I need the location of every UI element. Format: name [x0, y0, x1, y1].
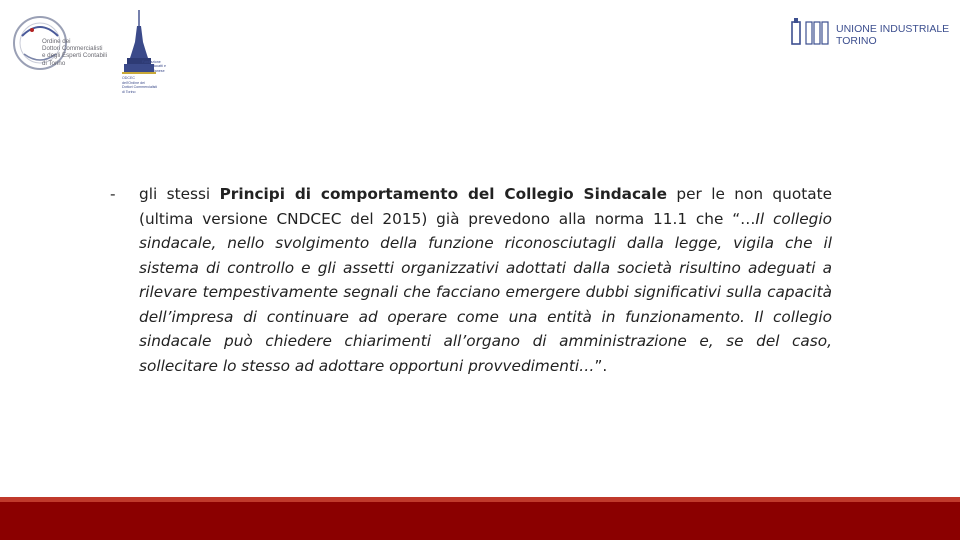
- bullet-dash: -: [110, 185, 116, 203]
- text-bold-principles: Principi di comportamento del Collegio Sindacale: [219, 185, 667, 203]
- text-intro: gli stessi: [139, 185, 220, 203]
- text-end: ”.: [594, 356, 608, 375]
- odc-line: Ordine dei: [42, 38, 71, 45]
- text-middle: per le non quotate (ultima versione CNDCEC del 2015) già prevedono alla norma 11.1 che “…: [139, 185, 832, 228]
- mole-logo-text-a: [142, 60, 192, 73]
- mole-line: Aldo Milanese: [142, 68, 165, 73]
- bullet-paragraph: [139, 182, 832, 378]
- mole-line: Fondazione: [142, 60, 161, 64]
- text-italic-quote: Il collegio sindacale, nello svolgimento della funzione riconosciutagli dalla legge, vigila che il sistema di controllo e gli assetti organizzativi adottati dalla società risultino adeguati a rilevare tempestivamente segnali che facciano emergere dubbi significativi sulla capacità dell’impresa di continuare ad operare come una entità in funzionamento. Il collegio sindacale può chiedere chiarimenti all’organo di amministrazione e, se del caso, sollecitare lo stesso ad adottare opportuni provvedimenti…: [139, 209, 832, 375]
- odc-line: e degli Esperti Contabili: [42, 52, 108, 60]
- mole-line: Dottori Commercialisti: [122, 85, 158, 90]
- mole-line: ODCEC: [122, 76, 135, 80]
- mole-logo-text-b: [122, 76, 172, 94]
- slide-body: [110, 182, 832, 378]
- ui-line: TORINO: [836, 35, 877, 47]
- footer-band: [0, 502, 960, 540]
- mole-line: Piero Piccatti e: [142, 64, 166, 69]
- odc-line: di Torino: [42, 59, 66, 67]
- ui-line: UNIONE INDUSTRIALE: [836, 23, 950, 35]
- mole-line: di Torino: [122, 89, 136, 94]
- mole-line: dell'Ordine dei: [122, 80, 145, 85]
- odc-line: Dottori Commercialisti: [42, 45, 103, 53]
- unione-industriale-text: [836, 23, 949, 47]
- odc-logo-text: [42, 38, 122, 67]
